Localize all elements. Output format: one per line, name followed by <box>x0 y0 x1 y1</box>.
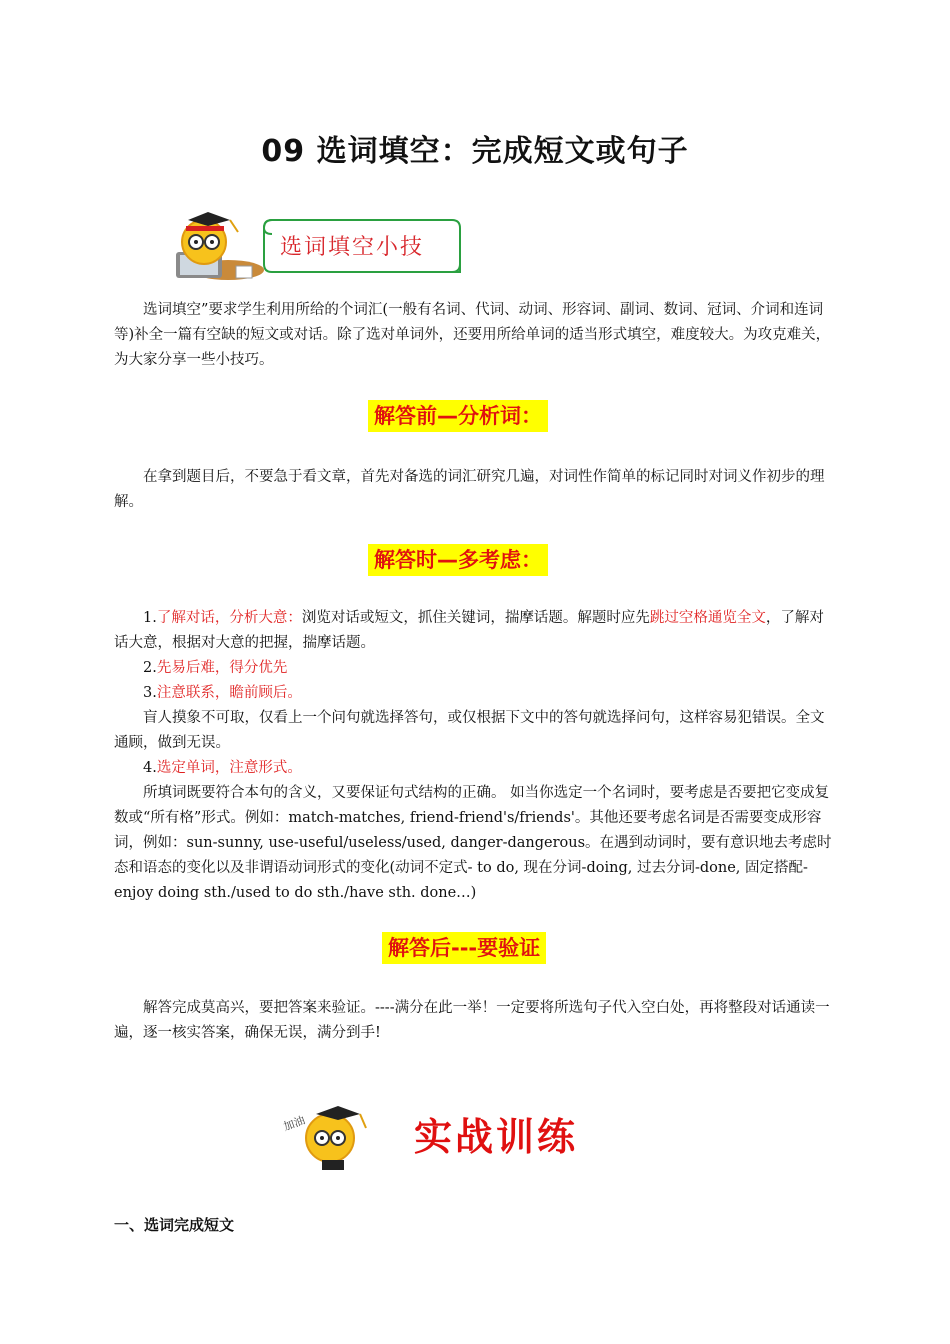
after-paragraph: 解答完成莫高兴，要把答案来验证。----满分在此一举！一定要将所选句子代入空白处，再将整段对话通读一遍，逐一核实答案，确保无误，满分到手! <box>114 1000 830 1041</box>
tip-4-number: 4. <box>143 760 157 776</box>
tip-4-body: 所填词既要符合本句的含义，又要保证句式结构的正确。 如当你选定一个名词时，要考虑是否要把它变成复数或“所有格”形式。例如：match-matches, friend-friend's/friends'。其他还要考虑名词是否需要变成形容词，例如：sun-sunny, use-useful/useless/used, danger-dangerous。在遇到动词时，要有意识地去考虑时态和语态的变化以及非谓语动词形式的变化(动词不定式- to do, 现在分词-doing, 过去分词-done, 固定搭配-enjoy doing sth./used to do sth./have sth. done…) <box>114 785 832 901</box>
heading-after-text: 解答后---要验证 <box>382 932 546 964</box>
before-paragraph: 在拿到题目后，不要急于看文章，首先对备选的词汇研究几遍，对词性作简单的标记同时对词义作初步的理解。 <box>114 469 825 510</box>
tip-4-heading: 选定单词，注意形式。 <box>156 760 302 776</box>
tip-3-number: 3. <box>143 685 157 701</box>
mascot-cheer-icon <box>282 1102 372 1174</box>
tip-2 <box>114 656 836 681</box>
section-heading: 一、选词完成短文 <box>114 1216 235 1234</box>
heading-during <box>368 544 548 574</box>
practice-title: 实战训练 <box>414 1115 579 1159</box>
mascot-computer-icon <box>158 208 268 286</box>
page-title: 09 选词填空：完成短文或句子 <box>261 134 689 169</box>
heading-before-text: 解答前—分析词： <box>368 400 548 432</box>
tip-1-number: 1. <box>143 610 157 626</box>
tip-1-heading: 了解对话，分析大意： <box>156 610 302 626</box>
heading-during-text: 解答时—多考虑： <box>368 544 548 576</box>
tip-4 <box>114 756 836 781</box>
heading-before <box>368 400 548 430</box>
tip-1-emphasis: 跳过空格通览全文 <box>649 610 766 626</box>
intro-paragraph: 选词填空”要求学生利用所给的个词汇(一般有名词、代词、动词、形容词、副词、数词、冠词、介词和连词等)补全一篇有空缺的短文或对话。除了选对单词外，还要用所给单词的适当形式填空，难度较大。为攻克难关，为大家分享一些小技巧。 <box>114 302 831 368</box>
tip-3-heading: 注意联系，瞻前顾后。 <box>156 685 302 701</box>
tip-3-body: 盲人摸象不可取，仅看上一个问句就选择答句，或仅根据下文中的答句就选择问句，这样容易犯错误。全文通顾，做到无误。 <box>114 710 825 751</box>
heading-after <box>382 932 546 962</box>
tip-1-text-2: ，了解对话大意，根据对大意的把握，揣摩话题。 <box>114 610 824 651</box>
tip-1 <box>114 606 836 656</box>
tip-3 <box>114 681 836 706</box>
tip-1-text: 浏览对话或短文，抓住关键词，揣摩话题。解题时应先 <box>301 610 650 626</box>
tip-2-number: 2. <box>143 660 157 676</box>
tip-2-heading: 先易后难，得分优先 <box>156 660 288 676</box>
banner-title: 选词填空小技 <box>280 235 425 260</box>
mascot-caption: 加油 <box>282 1113 307 1134</box>
